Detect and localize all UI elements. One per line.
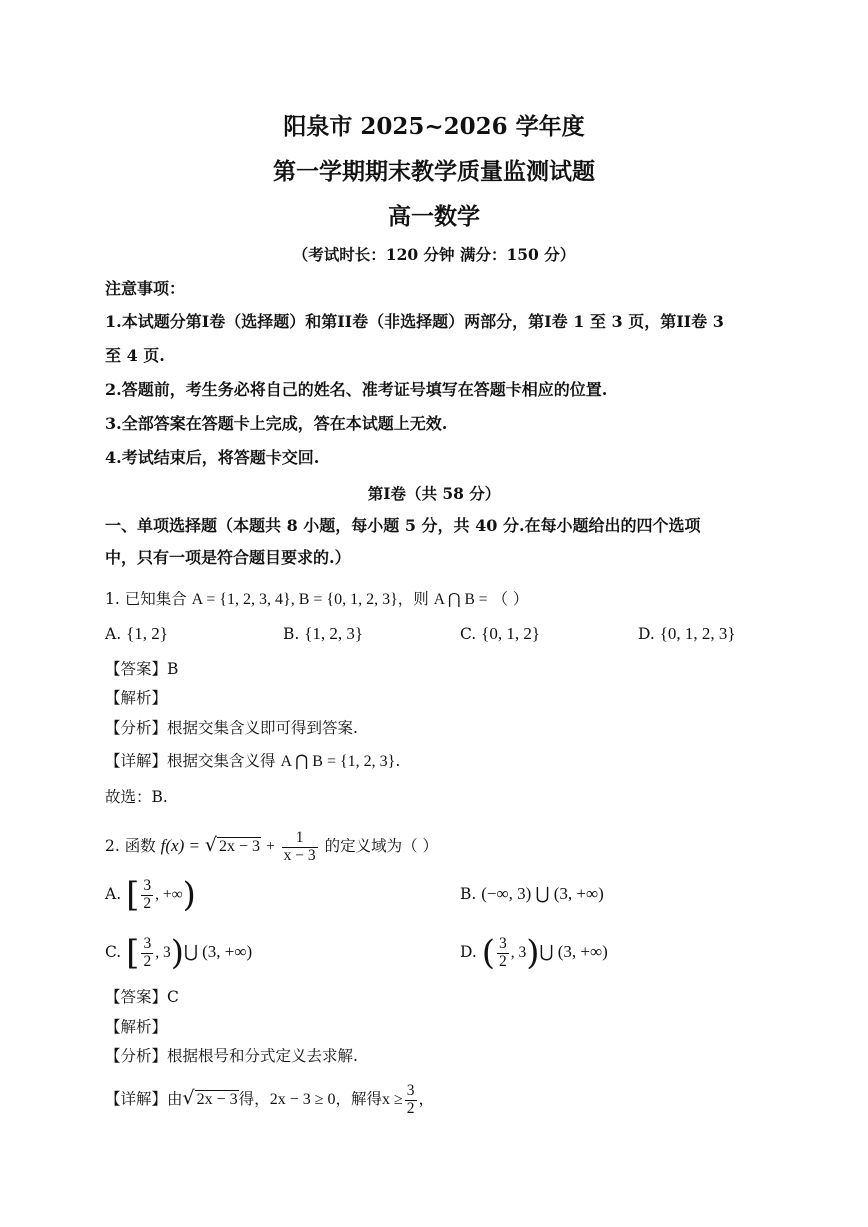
q2-stem-suffix: 的定义域为（ ） [324, 837, 439, 855]
option-label: C. [460, 625, 477, 643]
notice-item-3: 3.全部答案在答题卡上完成，答在本试题上无效. [105, 414, 448, 433]
xiangjie-tag: 【详解】 [105, 1090, 168, 1108]
option-label: C. [105, 943, 122, 961]
fenxi-text: 根据根号和分式定义去求解. [167, 1047, 358, 1065]
fenxi-tag: 【分析】 [105, 1047, 168, 1065]
option-fraction [141, 936, 153, 970]
answer-value: B [167, 660, 179, 678]
q2-answer [105, 987, 179, 1007]
q2-stem [105, 830, 438, 864]
xiangjie-radicand: 2x − 3 [196, 1091, 238, 1108]
left-bracket-icon: [ [126, 933, 140, 973]
notice-heading: 注意事项： [105, 279, 186, 298]
option-union: ⋃ (3, +∞) [183, 942, 253, 961]
option-label: A. [105, 885, 122, 903]
q2-xiangjie [105, 1080, 434, 1118]
sqrt-icon: √ [204, 834, 218, 856]
option-label: B. [283, 625, 300, 643]
q2-analysis-tag: 【解析】 [105, 1018, 168, 1036]
left-bracket-icon: [ [126, 875, 140, 915]
right-paren-icon: ) [182, 875, 196, 915]
q1-stem-math: A = {1, 2, 3, 4}, B = {0, 1, 2, 3} [191, 591, 398, 608]
right-paren-icon: ) [170, 933, 184, 973]
q2-option-a [105, 874, 196, 915]
notice-item-1b: 至 4 页. [105, 346, 165, 365]
xiangjie-end: . [395, 752, 401, 770]
q2-radicand: 2x − 3 [219, 838, 261, 855]
part1-heading-a: 一、单项选择题（本题共 8 小题，每小题 5 分，共 40 分.在每小题给出的四个选项 [105, 516, 701, 535]
q1-stem-prefix: 1. 已知集合 [105, 590, 187, 608]
q1-answer [105, 659, 178, 679]
q2-fenxi [105, 1046, 358, 1066]
option-fraction [141, 878, 153, 912]
q2-option-b [460, 884, 604, 904]
option-value: {0, 1, 2, 3} [659, 624, 736, 643]
notice-item-2: 2.答题前，考生务必将自己的姓名、准考证号填写在答题卡相应的位置. [105, 380, 608, 399]
q1-analysis-tag: 【解析】 [105, 689, 168, 707]
xiangjie-jiede: ，解得 [335, 1090, 383, 1108]
fenxi-text: 根据交集含义即可得到答案. [167, 719, 358, 737]
option-value: {1, 2, 3} [304, 624, 364, 643]
q1-conclusion: 故选：B. [105, 788, 168, 806]
answer-value: C [167, 988, 179, 1006]
left-paren-icon: ( [481, 933, 496, 973]
exam-title-line2: 第一学期期末教学质量监测试题 [273, 158, 595, 185]
section-title: 第I卷（共 58 分） [367, 484, 501, 503]
option-label: B. [460, 885, 477, 903]
fenxi-tag: 【分析】 [105, 719, 168, 737]
exam-title-line1: 阳泉市 2025~2026 学年度 [283, 113, 585, 140]
fraction-denominator: 2 [406, 1099, 415, 1117]
fraction-numerator: 3 [406, 1082, 415, 1100]
option-tail: , 3 [155, 944, 171, 961]
fraction-denominator: 2 [143, 894, 152, 912]
notice-item-4: 4.考试结束后，将答题卡交回. [105, 448, 320, 467]
xiangjie-text: 根据交集含义得 [167, 752, 276, 770]
q1-option-c [460, 624, 540, 644]
q1-option-b [283, 624, 363, 644]
fraction-numerator: 1 [295, 829, 304, 847]
q1-xiangjie [105, 751, 400, 772]
option-value: {0, 1, 2} [481, 624, 540, 643]
q1-option-a [105, 624, 168, 644]
fraction-numerator: 3 [143, 877, 152, 895]
right-paren-icon: ) [526, 933, 540, 973]
part1-heading-b: 中，只有一项是符合题目要求的.） [105, 548, 351, 567]
xiangjie-math: A ⋂ B = {1, 2, 3} [280, 753, 396, 770]
option-value: (−∞, 3) ⋃ (3, +∞) [481, 884, 604, 903]
q2-plus: + [265, 838, 275, 855]
q2-option-d [460, 932, 608, 973]
xiangjie-inequality: 2x − 3 ≥ 0 [269, 1091, 336, 1108]
q2-option-c [105, 932, 252, 973]
option-value: {1, 2} [126, 624, 168, 643]
q1-stem-mid: ，则 [397, 590, 429, 608]
fraction-denominator: 2 [143, 952, 152, 970]
xiangjie-end: ， [418, 1090, 435, 1108]
xiangjie-tag: 【详解】 [105, 752, 168, 770]
q2-fraction [282, 830, 318, 864]
q1-blank: （ ） [492, 590, 529, 608]
xiangjie-you: 由 [167, 1090, 183, 1108]
option-label: A. [105, 625, 122, 643]
fraction-numerator: 3 [143, 935, 152, 953]
option-label: D. [638, 625, 655, 643]
answer-tag: 【答案】 [105, 988, 168, 1006]
xiangjie-x: x ≥ [382, 1091, 403, 1108]
q2-stem-prefix: 2. 函数 [105, 837, 156, 855]
q1-stem-expr: A ⋂ B = [433, 591, 488, 608]
q2-func: f(x) = [160, 836, 200, 855]
option-label: D. [460, 943, 477, 961]
option-fraction [497, 936, 509, 970]
exam-info: （考试时长：120 分钟 满分：150 分） [292, 245, 576, 264]
option-tail: , +∞ [155, 886, 183, 903]
exam-title-line3: 高一数学 [388, 203, 480, 230]
q1-stem [105, 589, 528, 610]
sqrt-icon: √ [182, 1087, 195, 1109]
fraction-numerator: 3 [499, 935, 507, 953]
fraction-denominator: 2 [499, 952, 507, 970]
answer-tag: 【答案】 [105, 660, 168, 678]
option-tail: , 3 [510, 944, 527, 961]
fraction-denominator: x − 3 [283, 846, 316, 864]
notice-item-1a: 1.本试题分第I卷（选择题）和第II卷（非选择题）两部分，第I卷 1 至 3 页，第II卷 3 [105, 312, 724, 331]
q1-fenxi [105, 718, 358, 738]
q1-option-d [638, 624, 736, 644]
xiangjie-de: 得， [238, 1090, 270, 1108]
xiangjie-fraction [405, 1083, 417, 1117]
option-union: ⋃ (3, +∞) [539, 942, 608, 961]
